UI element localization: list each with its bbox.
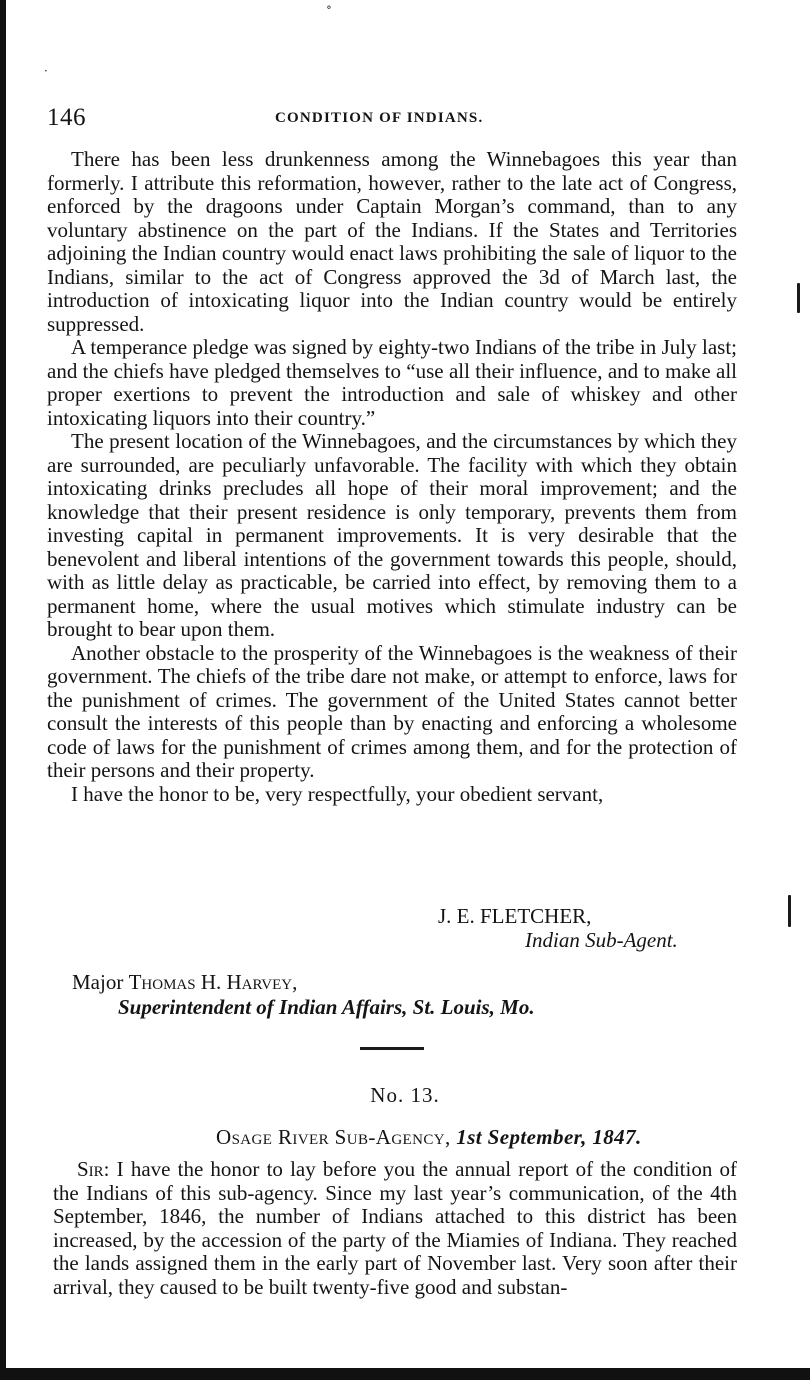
letter-2-body [53, 1158, 737, 1299]
paragraph-3: The present location of the Winnebagoes, and the circumstances by which they are surrounded, are peculiarly unfavorable. The facility with which they obtain intoxicating drinks precludes all hope of their moral improvement; and the knowledge that their present residence is only temporary, prevents them from investing capital in permanent improvements. It is very desirable that the benevolent and liberal intentions of the government towards this people, should, with as little delay as practicable, be carried into effect, by removing them to a permanent home, where the usual motives which stimulate industry can be brought to bear upon them. [47, 429, 737, 641]
paragraph-1: There has been less drunkenness among the Winnebagoes this year than formerly. I attribute this reformation, however, rather to the late act of Congress, enforced by the dragoons under Captain Morgan’s command, than to any voluntary abstinence on the part of the Indians. If the States and Territories adjoining the Indian country would enact laws prohibiting the sale of liquor to the Indians, similar to the act of Congress approved the 3d of March last, the introduction of intoxicating liquor into the Indian country would be entirely suppressed. [47, 147, 737, 336]
paragraph-4: Another obstacle to the prosperity of the Winnebagoes is the weakness of their government. The chiefs of the tribe dare not make, or attempt to enforce, laws for the punishment of crimes. The government of the United States cannot better consult the interests of this people than by enacting and enforcing a wholesome code of laws for the punishment of crimes among them, and for the protection of their persons and their property. [47, 640, 737, 782]
letter-2-text: I have the honor to lay before you the annual report of the condition of the Indians of this sub-agency. Since my last year’s communication, of the 4th September, 1846, the number of Indians attached to this district has been increased, by the accession of the party of the Miamies of Indiana. They reached the lands assigned them in the early part of November last. Very soon after their arrival, they caused to be built twenty-five good and substan- [53, 1157, 737, 1299]
letter-body [47, 148, 737, 806]
print-speck: · [44, 64, 48, 78]
page-edge-bottom [0, 1368, 810, 1380]
signature-block [438, 904, 678, 952]
document-number: No. 13. [370, 1083, 440, 1107]
page-number: 146 [47, 104, 86, 131]
paragraph-2: A temperance pledge was signed by eighty-two Indians of the tribe in July last; and the chiefs have pledged themselves to “use all their influence, and to make all proper exertions to prevent the introduction and sale of whiskey and other intoxicating liquors into their country.” [47, 335, 737, 430]
dateline [216, 1125, 642, 1150]
margin-mark [797, 283, 800, 313]
page-header [47, 104, 737, 136]
addressee-position: Superintendent of Indian Affairs, St. Louis, Mo. [118, 995, 535, 1019]
letter-2-paragraph [53, 1158, 737, 1299]
section-divider [360, 1047, 424, 1050]
closing-line: I have the honor to be, very respectfully, your obedient servant, [71, 781, 604, 806]
running-head: CONDITION OF INDIANS. [275, 110, 484, 126]
dateline-place: Osage River Sub-Agency, [216, 1125, 451, 1149]
dateline-date: 1st September, 1847. [456, 1125, 642, 1149]
page-edge-left [0, 0, 6, 1372]
addressee-prefix: Major [72, 970, 124, 994]
signatory-name: J. E. FLETCHER, [438, 904, 592, 928]
margin-mark [788, 895, 791, 927]
print-speck: ∘ [326, 0, 332, 14]
addressee-block [72, 970, 535, 1020]
signatory-title: Indian Sub-Agent. [525, 928, 678, 952]
salutation: Sir: [77, 1157, 110, 1181]
addressee-name: Thomas H. Harvey, [128, 970, 298, 994]
